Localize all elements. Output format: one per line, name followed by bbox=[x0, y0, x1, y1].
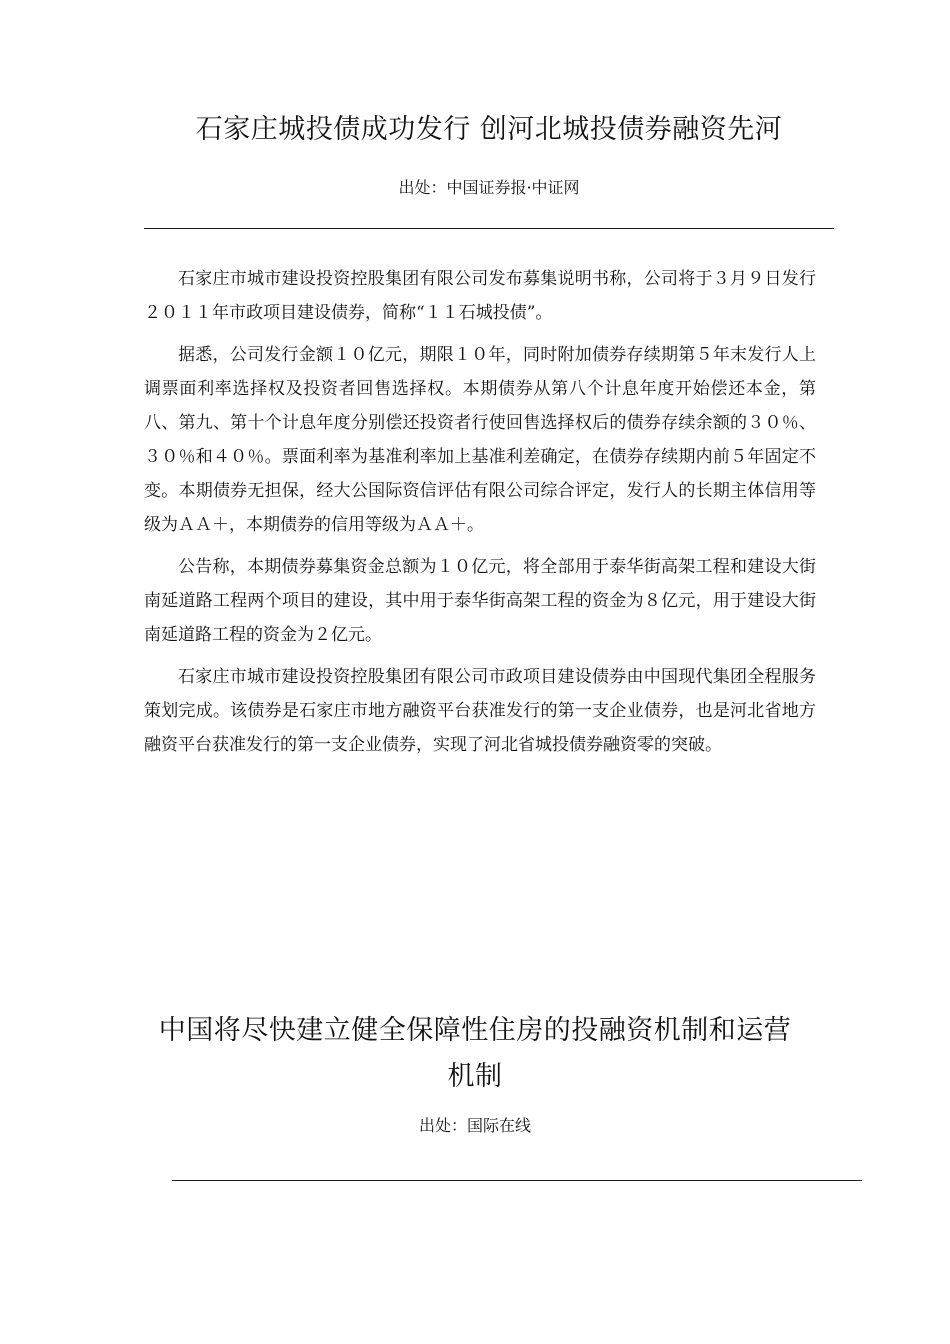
article-2-source: 出处：国际在线 bbox=[418, 1116, 531, 1135]
article-1-header bbox=[144, 110, 834, 150]
article-2-divider bbox=[172, 1180, 862, 1181]
article-1-paragraph-1: 石家庄市城市建设投资控股集团有限公司发布募集说明书称，公司将于３月９日发行２０１１年市政项目建设债券，简称“１１石城投债”。 bbox=[144, 269, 816, 323]
article-1-paragraph-4: 石家庄市城市建设投资控股集团有限公司市政项目建设债券由中国现代集团全程服务策划完成。该债券是石家庄市地方融资平台获准发行的第一支企业债券，也是河北省地方融资平台获准发行的第一支企业债券，实现了河北省城投债券融资零的突破。 bbox=[144, 667, 816, 755]
article-1-divider bbox=[144, 228, 834, 229]
article-1-paragraph-3: 公告称，本期债券募集资金总额为１０亿元，将全部用于泰华街高架工程和建设大街南延道路工程两个项目的建设，其中用于泰华街高架工程的资金为８亿元，用于建设大街南延道路工程的资金为２亿元。 bbox=[144, 557, 816, 645]
article-1-paragraph-2: 据悉，公司发行金额１０亿元，期限１０年，同时附加债券存续期第５年末发行人上调票面利率选择权及投资者回售选择权。本期债券从第八个计息年度开始偿还本金，第八、第九、第十个计息年度分别偿还投资者行使回售选择权后的债券存续余额的３０％、３０％和４０％。票面利率为基准利率加上基准利差确定，在债券存续期内前５年固定不变。本期债券无担保，经大公国际资信评估有限公司综合评定，发行人的长期主体信用等级为ＡＡ＋，本期债券的信用等级为ＡＡ＋。 bbox=[144, 345, 816, 535]
article-1-title: 石家庄城投债成功发行 创河北城投债券融资先河 bbox=[195, 114, 783, 145]
article-1-source-wrap bbox=[144, 176, 834, 200]
article-2-source-wrap bbox=[150, 1114, 800, 1138]
article-2-header bbox=[150, 1008, 800, 1100]
article-1-body bbox=[144, 262, 816, 762]
article-2-title: 中国将尽快建立健全保障性住房的投融资机制和运营机制 bbox=[158, 1015, 792, 1092]
article-1-source: 出处：中国证券报·中证网 bbox=[398, 178, 580, 197]
